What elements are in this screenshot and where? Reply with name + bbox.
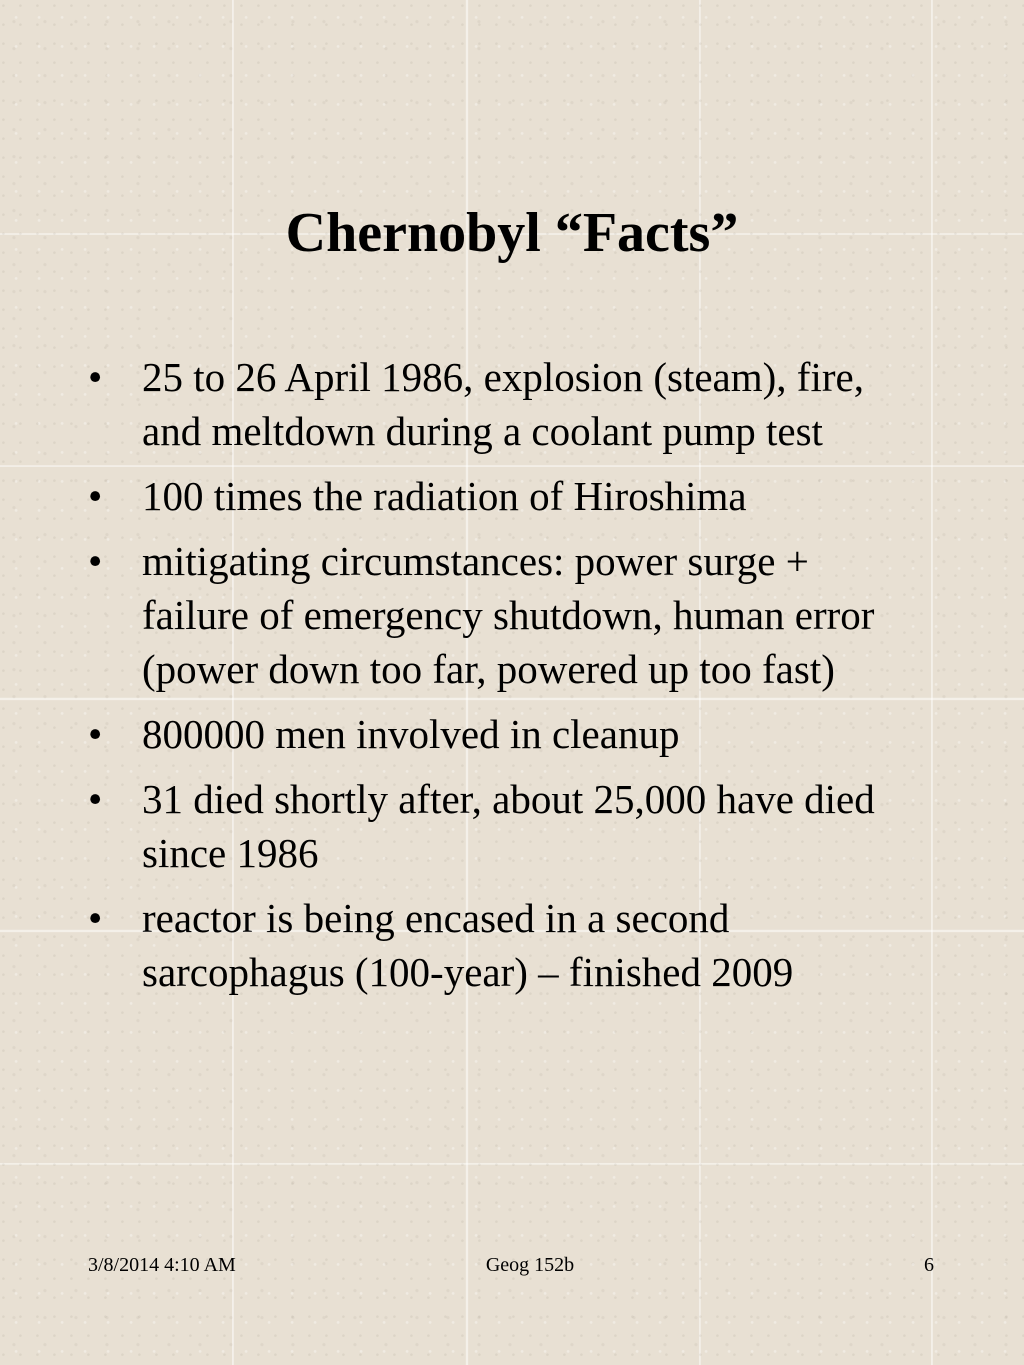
bullet-dot-icon: •: [88, 895, 103, 941]
bullet-dot-icon: •: [88, 354, 103, 400]
bullet-text: 31 died shortly after, about 25,000 have died since 1986: [142, 776, 875, 876]
footer-course-name: Geog 152b: [485, 1254, 575, 1276]
bullet-text: 25 to 26 April 1986, explosion (steam), fire, and meltdown during a coolant pump test: [142, 354, 864, 454]
bullet-text: reactor is being encased in a second sarcophagus (100-year) – finished 2009: [142, 895, 794, 995]
bullet-dot-icon: •: [88, 711, 103, 757]
bullet-item: [86, 469, 926, 523]
bullet-item: [86, 707, 926, 761]
bullet-dot-icon: •: [88, 776, 103, 822]
footer-page-number: 6: [924, 1254, 934, 1276]
bullet-item: [86, 891, 926, 999]
bullet-item: [86, 772, 926, 880]
bullet-text: mitigating circumstances: power surge + failure of emergency shutdown, human error (power down too far, powered up too fast): [142, 538, 875, 692]
slide-title: Chernobyl “Facts”: [285, 202, 739, 264]
bullet-text: 800000 men involved in cleanup: [142, 711, 680, 757]
bullet-dot-icon: •: [88, 538, 103, 584]
footer-date: 3/8/2014 4:10 AM: [88, 1254, 236, 1276]
bullet-dot-icon: •: [88, 473, 103, 519]
bullet-item: [86, 350, 926, 458]
bullet-text: 100 times the radiation of Hiroshima: [142, 473, 747, 519]
bullet-item: [86, 534, 926, 696]
bullet-list: [86, 350, 926, 1010]
